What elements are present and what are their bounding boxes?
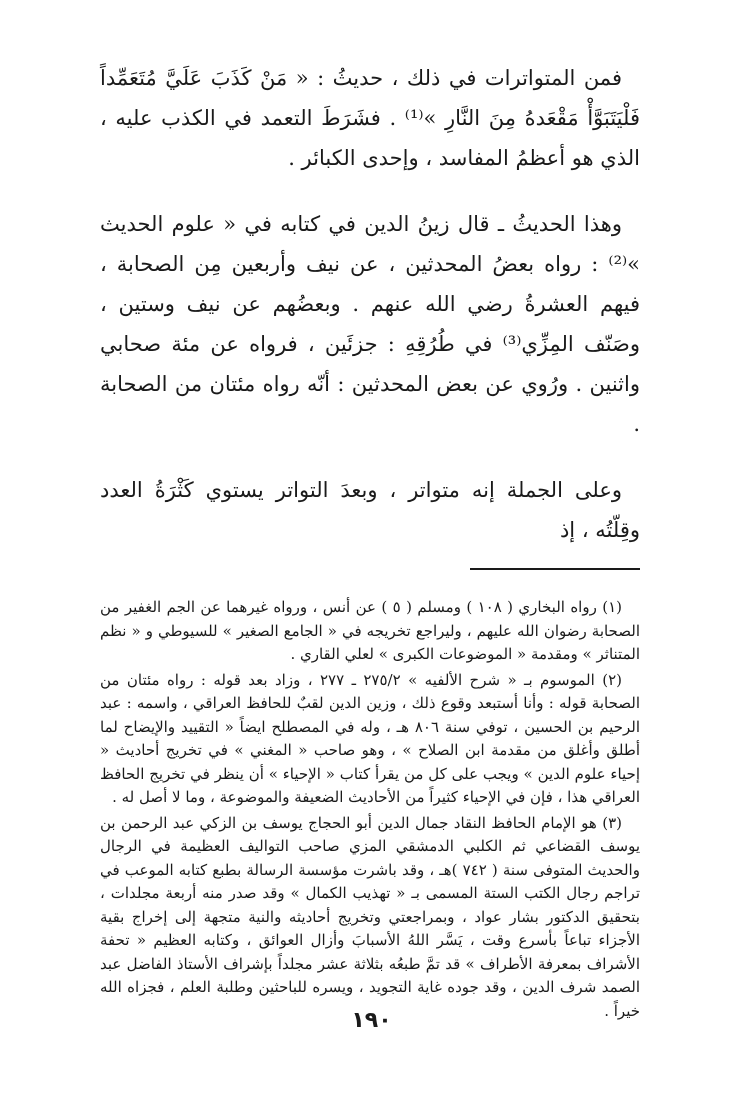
main-paragraph-3: وعلى الجملة إنه متواتر ، وبعدَ التواتر يستوي كَثْرَةُ العدد وقِلّتُه ، إذ (100, 478, 640, 542)
footnote-3: (٣) هو الإمام الحافظ النقاد جمال الدين أبو الحجاج يوسف بن الزكي عبد الرحمن بن يوسف القضاعي ثم الكلبي الدمشقي المزي صاحب التواليف العظيمة في الرجال والحديث المتوفى سنة ( ٧٤٢ )هـ ، وقد باشرت مؤسسة الرسالة بطبع كتابه الموعب في تراجم رجال الكتب الستة المسمى بـ « تهذيب الكمال » وقد صدر منه أربعة مجلدات ، بتحقيق الدكتور بشار عواد ، وبمراجعتي وتخريج أحاديثه والنية متجهة إلى إخراج بقية الأجزاء تباعاً بأسرع وقت ، يَسَّر اللهُ الأسبابَ وأزال العوائق ، وكتابه العظيم « تحفة الأشراف بمعرفة الأطراف » قد تمَّ طبعُه بثلاثة عشر مجلداً بإشراف الأستاذ الفاضل عبد الصمد شرف الدين ، وقد جوده غاية التجويد ، ويسره للباحثين وطلبة العلم ، فجزاه الله خيراً . (100, 813, 640, 1020)
main-paragraph-1: فمن المتواترات في ذلك ، حديثُ : « مَنْ كَذَبَ عَلَيَّ مُتَعَمِّداً فَلْيَتَبَوَّأْ مَقْعَدهُ مِنَ النَّارِ »⁽¹⁾ . فشَرَطَ التعمد في الكذب عليه ، الذي هو أعظمُ المفاسد ، وإحدى الكبائر . (100, 66, 641, 170)
footnotes (100, 596, 640, 1023)
footnote-2: (٢) الموسوم بـ « شرح الألفيه » ٢٧٥/٢ ـ ٢٧٧ ، وزاد بعد قوله : رواه مئتان من الصحابة قوله : وأنا أستبعد وقوع ذلك ، وزين الدين لقبٌ للحافظ العراقي ، واسمه : عبد الرحيم بن الحسين ، توفي سنة ٨٠٦ هـ ، وله في المصطلح ايضاً « التقييد والإيضاح لما أطلق وأغلق من مقدمة ابن الصلاح » ، وهو صاحب « المغني » في تخريج أحاديث « إحياء علوم الدين » ويجب على كل من يقرأ كتاب « الإحياء » أن ينظر في تخريج الحافظ العراقي هذا ، فإن في الإحياء كثيراً من الأحاديث الضعيفة والموضوعة ، وما لا أصل له . (100, 670, 640, 806)
footnote-1: (١) رواه البخاري ( ١٠٨ ) ومسلم ( ٥ ) عن أنس ، ورواه غيرهما عن الجم الغفير من الصحابة رضوان الله عليهم ، وليراجع تخريجه في « الجامع الصغير » للسيوطي و « نظم المتناثر » ومقدمة « الموضوعات الكبرى » لعلي القاري . (100, 598, 640, 663)
main-text (100, 58, 640, 550)
page-body (100, 58, 640, 1025)
footnote-separator (470, 568, 640, 570)
page-number: ١٩٠ (351, 1008, 392, 1033)
main-paragraph-2: وهذا الحديثُ ـ قال زينُ الدين في كتابه في « علوم الحديث »⁽²⁾ : رواه بعضُ المحدثين ، عن نيف وأربعين مِن الصحابة ، فيهم العشرةُ رضي الله عنهم . وبعضُهم عن نيف وستين ، وصَنّف المِزِّي⁽³⁾ في طُرُقِهِ : جزئَين ، فرواه عن مئة صحابي واثنين . ورُوي عن بعض المحدثين : أنّه رواه مئتان من الصحابة . (100, 212, 641, 436)
